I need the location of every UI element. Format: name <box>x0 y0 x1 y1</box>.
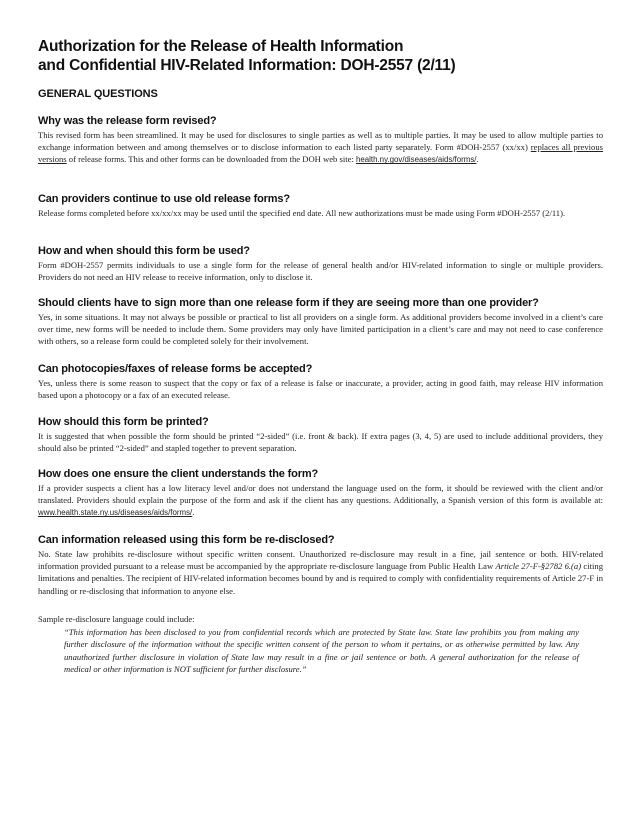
question-heading: How and when should this form be used? <box>38 245 250 257</box>
forms-website-link[interactable]: health.ny.gov/diseases/aids/forms/ <box>355 155 477 165</box>
answer-text <box>38 129 603 167</box>
question-heading: How should this form be printed? <box>38 416 209 428</box>
question-heading: Can providers continue to use old release forms? <box>38 193 290 205</box>
qa-item-multiple-providers <box>38 296 603 348</box>
sample-language-intro: Sample re-disclosure language could include: <box>38 614 195 624</box>
section-heading: GENERAL QUESTIONS <box>38 88 158 100</box>
sample-redisclosure-quote: “This information has been disclosed to you from confidential records which are protected by State law. State law prohibits you from making any further disclosure of the information without the specific written consent of the person to whom it pertains, or as otherwise permitted by law. Any unauthorized further disclosure in violation of State law may result in a fine or jail sentence or both. A general authorization for the release of medical or other information is NOT sufficient for further disclosure.” <box>64 627 579 675</box>
question-heading: Why was the release form revised? <box>38 115 217 127</box>
qa-item-form-revised <box>38 114 603 167</box>
answer-text-part: . <box>476 154 479 165</box>
answer-text: It is suggested that when possible the form should be printed “2-sided” (i.e. front & back). If extra pages (3, 4, 5) are used to include additional providers, they should also be printed “2-sided” and stapled together to prevent separation. <box>38 431 603 454</box>
answer-text: Yes, unless there is some reason to suspect that the copy or fax of a release is false or inaccurate, a provider, acting in good faith, may release HIV information based upon a photocopy or a fax of an executed release. <box>38 378 603 401</box>
document-title-line-1: Authorization for the Release of Health Information <box>38 38 404 55</box>
question-heading: Can photocopies/faxes of release forms be accepted? <box>38 363 313 375</box>
answer-text-part: If a provider suspects a client has a low literacy level and/or does not understand the language used on the form, it should be reviewed with the client and/or translated. Providers should explain the purpose of the form and ask if the client has any questions. Additionally, a Spanish version of this form is available at: <box>38 483 603 506</box>
document-title <box>38 37 598 75</box>
answer-text-part: citing limitations and penalties. The recipient of HIV-related information becomes bound by and is required to comply with confidentiality requirements of Article 27-F in handling or re-disclosing that information to anyone else. <box>38 561 603 596</box>
answer-text-part: of release forms. This and other forms can be downloaded from the DOH web site: <box>66 154 356 165</box>
qa-item-form-usage <box>38 244 603 283</box>
qa-item-old-forms <box>38 192 603 219</box>
spanish-forms-link[interactable]: www.health.state.ny.us/diseases/aids/forms/ <box>38 508 193 518</box>
question-heading: How does one ensure the client understands the form? <box>38 468 319 480</box>
qa-item-redisclosure <box>38 533 603 597</box>
answer-text-part: . <box>192 507 195 518</box>
qa-item-photocopies <box>38 362 603 401</box>
underlined-phrase: replaces all previous versions <box>38 142 603 165</box>
qa-item-client-understanding <box>38 467 603 520</box>
answer-text <box>38 548 603 597</box>
law-citation: Article 27-F-§2782 6.(a) <box>495 561 582 572</box>
qa-item-printing <box>38 415 603 454</box>
question-heading: Can information released using this form be re-disclosed? <box>38 534 335 546</box>
question-heading: Should clients have to sign more than one release form if they are seeing more than one provider? <box>38 297 539 309</box>
answer-text: Release forms completed before xx/xx/xx may be used until the specified end date. All new authorizations must be made using Form #DOH-2557 (2/11). <box>38 208 566 218</box>
answer-text: Form #DOH-2557 permits individuals to use a single form for the release of general health and/or HIV-related information to single or multiple providers. Providers do not need an HIV release to receive information, only to disclose it. <box>38 260 603 283</box>
answer-text-part: This revised form has been streamlined. It may be used for disclosures to single parties as well as to multiple parties. It may be used to allow multiple parties to exchange information between and among themselves or to disclose information to each listed party separately. Form #DOH-2557 (xx/xx) <box>38 130 603 153</box>
answer-text: Yes, in some situations. It may not always be possible or practical to list all providers on a single form. As additional providers become involved in a client’s care over time, new forms will be needed to include them. Some providers may only have limited participation in a client’s care and may not need to case conference with others, so a release form could be completed solely for their involvement. <box>38 312 603 347</box>
answer-text-part: No. State law prohibits re-disclosure without specific written consent. Unauthorized re-disclosure may result in a fine, jail sentence or both. HIV-related information provided pursuant to a release must be accompanied by the appropriate re-disclosure language from Public Health Law <box>38 549 603 572</box>
document-title-line-2: and Confidential HIV-Related Information: DOH-2557 (2/11) <box>38 57 456 74</box>
answer-text <box>38 482 603 520</box>
